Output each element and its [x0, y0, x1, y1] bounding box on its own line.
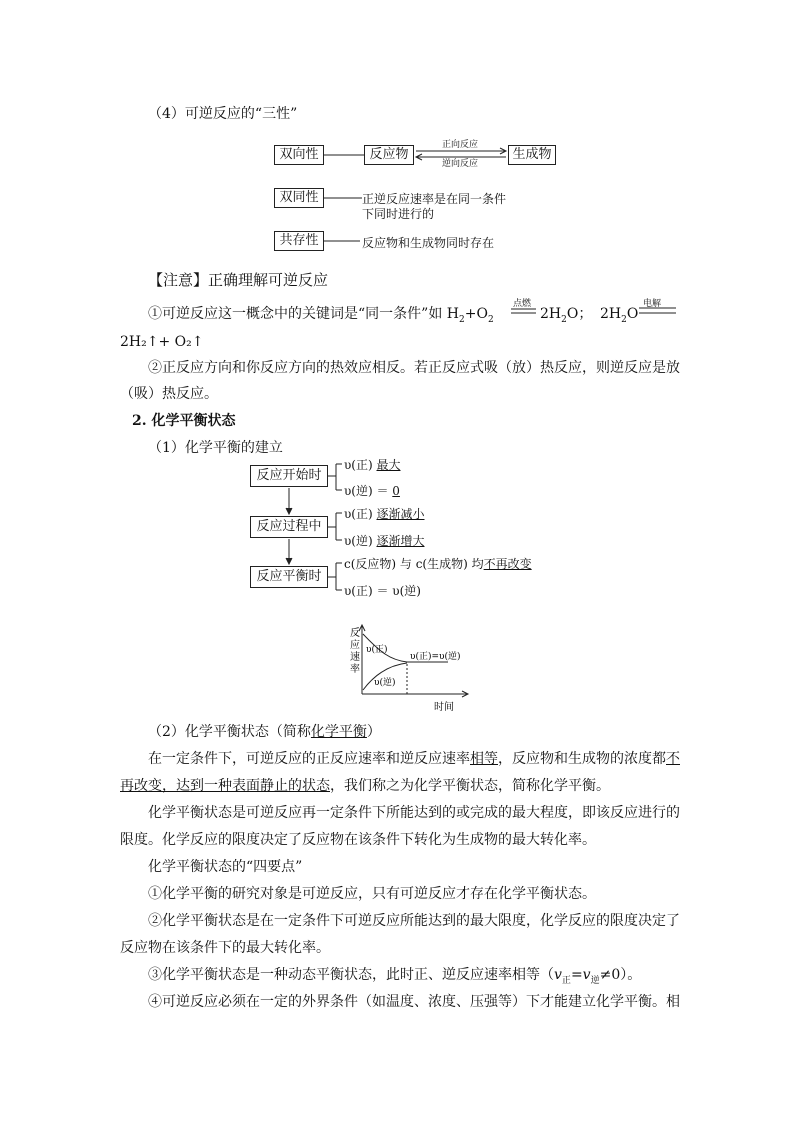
cond-ignite: 点燃	[513, 299, 532, 309]
flow-box-process: 反应过程中	[250, 516, 328, 538]
para1-line1	[148, 749, 680, 769]
flow-box-start: 反应开始时	[250, 465, 328, 487]
pt3-v1: v	[554, 967, 562, 983]
note-p1-water	[600, 304, 638, 330]
section2-heading: 2. 化学平衡状态	[132, 413, 236, 429]
flow-r1a	[344, 456, 401, 473]
flow-r3b: υ(正) ＝ υ(逆)	[344, 584, 421, 598]
graph-label-forward: υ(正)	[366, 645, 388, 655]
flow-r3a-val: 不再改变	[483, 557, 532, 571]
note-p1-d: O；	[566, 306, 593, 322]
cond-electrolysis: 电解	[643, 299, 662, 309]
flow-r1a-pre: υ(正)	[344, 458, 377, 472]
box-reactant: 反应物	[364, 145, 414, 165]
graph-xlabel: 时间	[434, 702, 454, 713]
equals-sign-1	[510, 307, 538, 315]
equals-sign-2	[638, 306, 678, 316]
graph-ylabel-2: 应	[350, 640, 360, 651]
coexist-desc: 反应物和生成物同时存在	[362, 236, 495, 250]
note-p1-b: +O	[464, 306, 488, 322]
section2-sub1: （1）化学平衡的建立	[148, 440, 283, 456]
dual-same-desc-2: 下同时进行的	[362, 207, 435, 221]
pt3-sub-reverse: 逆	[590, 975, 600, 986]
para2-line2: 限度。化学反应的限度决定了反应物在该条件下转化为生成物的最大转化率。	[120, 832, 596, 848]
graph-label-reverse: υ(逆)	[374, 678, 396, 688]
point-4: ④可逆反应必须在一定的外界条件（如温度、浓度、压强等）下才能建立化学平衡。相	[148, 994, 680, 1010]
flow-r2b-val: 逐渐增大	[376, 534, 425, 548]
flow-r1b-pre: υ(逆) ＝	[344, 484, 393, 498]
four-points-heading: 化学平衡状态的“四要点”	[148, 859, 303, 875]
note-p1-line1	[148, 304, 494, 330]
flow-r3a-pre: c(反应物) 与 c(生成物) 均	[344, 557, 484, 571]
note-p1-c: 2H	[540, 306, 562, 322]
point-1: ①化学平衡的研究对象是可逆反应，只有可逆反应才存在化学平衡状态。	[148, 886, 596, 902]
para1-l2-b: ，我们称之为化学平衡状态，简称化学平衡。	[330, 778, 610, 794]
dual-same-desc-1: 正逆反应速率是在同一条件	[362, 192, 507, 206]
pt3-eq: =	[570, 967, 583, 983]
pt3-a: ③化学平衡状态是一种动态平衡状态，此时正、逆反应速率相等（	[148, 967, 554, 983]
section2-sub2	[148, 722, 381, 742]
graph-label-equal: υ(正)=υ(逆)	[410, 652, 461, 662]
graph-ylabel-3: 速	[350, 652, 360, 663]
flow-r2a	[344, 505, 425, 522]
sub2-underlined: 化学平衡	[310, 724, 367, 740]
forward-reaction-label: 正向反应	[442, 140, 479, 150]
para1-line2	[120, 776, 610, 796]
graph-ylabel-1: 反	[350, 628, 360, 639]
sub-h2: 2	[458, 314, 465, 325]
three-properties-connectors	[0, 0, 794, 270]
pt3-v2: v	[582, 967, 591, 983]
sub2-b: ）	[366, 724, 381, 740]
flow-r3a	[344, 555, 532, 572]
flow-box-equilibrium: 反应平衡时	[250, 566, 328, 588]
pt3-sub-forward: 正	[561, 975, 571, 986]
flow-r2b	[344, 532, 425, 549]
flow-r2b-pre: υ(逆)	[344, 534, 377, 548]
sub-h2o: 2	[561, 314, 567, 325]
flow-r2a-pre: υ(正)	[344, 507, 377, 521]
sub2-a: （2）化学平衡状态（简称	[148, 724, 311, 740]
flow-r1b-val: 0	[392, 484, 400, 498]
para1-u2: 不	[666, 751, 680, 767]
para1-b: ，反应物和生成物的浓度都	[498, 751, 666, 767]
note-p2-line2: （吸）热反应。	[120, 386, 218, 402]
graph-ylabel-4: 率	[350, 664, 360, 675]
rate-time-graph	[340, 622, 480, 714]
box-coexist: 共存性	[274, 231, 324, 251]
pt3-b: ≠0）。	[599, 967, 642, 983]
para1-u1: 相等	[470, 751, 498, 767]
note-p1-line2: 2H₂↑+ O₂↑	[120, 334, 204, 350]
point-3	[148, 965, 641, 991]
note-p1-f: O	[626, 306, 639, 322]
flow-r1b	[344, 482, 400, 499]
box-dual-same: 双同性	[274, 188, 324, 208]
sub-o2: 2	[487, 314, 494, 325]
sub-h2o-2: 2	[621, 314, 627, 325]
flow-r1a-val: 最大	[376, 458, 401, 472]
point-2-line2: 反应物在该条件下的最大转化率。	[120, 940, 330, 956]
box-product: 生成物	[508, 145, 556, 165]
reverse-reaction-label: 逆向反应	[442, 159, 479, 169]
note-p1-e: 2H	[600, 306, 622, 322]
flow-r2a-val: 逐渐减小	[376, 507, 425, 521]
note-p1-product	[540, 304, 592, 330]
point-2-line1: ②化学平衡状态是在一定条件下可逆反应所能达到的最大限度，化学反应的限度决定了	[148, 913, 680, 929]
para2-line1: 化学平衡状态是可逆反应再一定条件下所能达到的或完成的最大程度，即该反应进行的	[148, 805, 680, 821]
box-bidirectional: 双向性	[274, 145, 324, 165]
note-p1-a: ①可逆反应这一概念中的关键词是“同一条件”如 H	[148, 306, 459, 322]
section4-heading: （4）可逆反应的“三性”	[148, 106, 298, 122]
note-p2-line1: ②正反应方向和你反应方向的热效应相反。若正反应式吸（放）热反应，则逆反应是放	[148, 360, 680, 376]
note-title: 【注意】正确理解可逆反应	[148, 271, 329, 289]
para1-l2-u: 再改变，达到一种表面静止的状态	[120, 778, 330, 794]
para1-a: 在一定条件下，可逆反应的正反应速率和逆反应速率	[148, 751, 470, 767]
